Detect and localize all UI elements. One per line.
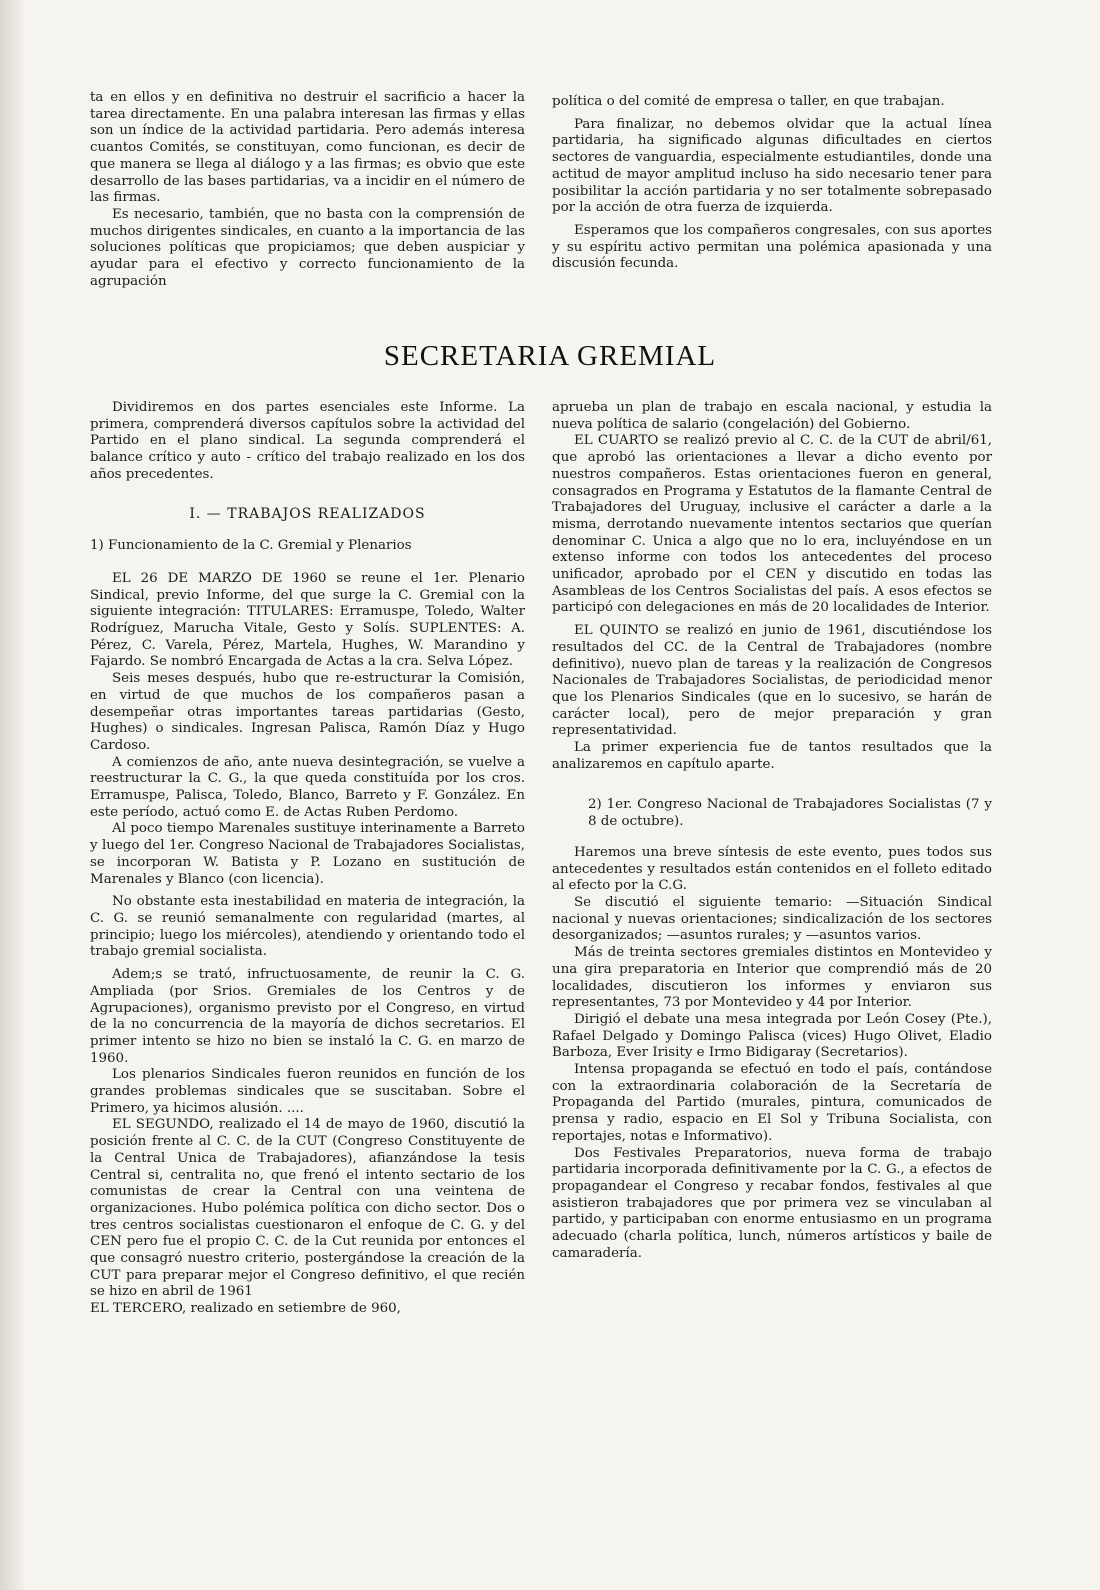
paragraph: EL TERCERO, realizado en setiembre de 960,: [90, 1301, 401, 1317]
paragraph: A comienzos de año, ante nueva desintegración, se vuelve a reestructurar la C. G., la que queda constituída por los cros. Erramuspe, Palisca, Toledo, Blanco, Barreto y F. González. En este período, actuó como E. de Actas Ruben Perdomo.: [90, 754, 525, 820]
top-right-column: [552, 94, 992, 273]
paragraph: Para finalizar, no debemos olvidar que la actual línea partidaria, ha significado algunas dificultades en ciertos sectores de vanguardia, especialmente estudiantiles, donde una actitud de mayor amplitud incluso ha sido necesario tener para posibilitar la acción partidaria y no ser totalmente sobrepasado por la acción de otra fuerza de izquierda.: [552, 116, 992, 216]
paragraph: Más de treinta sectores gremiales distintos en Montevideo y una gira preparatoria en Interior que comprendió más de 20 localidades, discutieron los informes y enviaron sus representantes, 73 por Montevideo y 44 por Interior.: [552, 945, 992, 1011]
paragraph: Dos Festivales Preparatorios, nueva forma de trabajo partidaria incorporada definitivamente por la C. G., a efectos de propagandear el Congreso y recabar fondos, festivales al que asistieron trabajadores que por primera vez se vinculaban al partido, y participaban con enorme entusiasmo en un programa adecuado (charla política, lunch, números artísticos y baile de camaradería.: [552, 1145, 992, 1261]
right-column: [552, 400, 992, 1262]
paragraph: EL CUARTO se realizó previo al C. C. de la CUT de abril/61, que aprobó las orientaciones a llevar a dicho evento por nuestros compañeros. Estas orientaciones fueron en general, consagrados en Programa y Estatutos de la flamante Central de Trabajadores del Uruguay, inclusive el carácter a darle a la misma, derrotando nuevamente intentos sectarios que querían denominar C. Unica a algo que no lo era, incluyéndose en un extenso informe con todos los antecedentes del proceso unificador, aprobado por el CEN y discutido en todas las Asambleas de los Centros Socialistas del país. A esos efectos se participó con delegaciones en más de 20 localidades de Interior.: [552, 433, 992, 616]
left-column: [90, 400, 525, 1318]
subheading: 1) Funcionamiento de la C. Gremial y Plenarios: [90, 538, 412, 554]
paragraph: Esperamos que los compañeros congresales, con sus aportes y su espíritu activo permitan una polémica apasionada y una discusión fecunda.: [552, 222, 992, 272]
intro-paragraph: Dividiremos en dos partes esenciales este Informe. La primera, comprenderá diversos capítulos sobre la actividad del Partido en el plano sindical. La segunda comprenderá el balance crítico y auto - crítico del trabajo realizado en los dos años precedentes.: [90, 400, 525, 482]
paragraph: Es necesario, también, que no basta con la comprensión de muchos dirigentes sindicales, en cuanto a la importancia de las soluciones políticas que propiciamos; que deben auspiciar y ayudar para el efectivo y correcto funcionamiento de la agrupación: [90, 206, 525, 289]
paragraph: ta en ellos y en definitiva no destruir el sacrificio a hacer la tarea directamente. En una palabra interesan las firmas y ellas son un índice de la actividad partidaria. Pero además interesa cuantos Comités, se constituyan, como funcionan, es decir de que manera se llega al diálogo y a las firmas; es obvio que este desarrollo de las bases partidarias, va a incidir en el número de las firmas.: [90, 90, 525, 206]
paragraph: Adem;s se trató, infructuosamente, de reunir la C. G. Ampliada (por Srios. Gremiales de los Centros y de Agrupaciones), organismo previsto por el Congreso, en virtud de la no concurrencia de la mayoría de dichos secretarios. El primer intento se hizo no bien se instaló la C. G. en marzo de 1960.: [90, 967, 525, 1066]
paragraph: EL QUINTO se realizó en junio de 1961, discutiéndose los resultados del CC. de la Central de Trabajadores (nombre definitivo), nuevo plan de tareas y la realización de Congresos Nacionales de Trabajadores Socialistas, de periodicidad menor que los Plenarios Sindicales (que en lo sucesivo, se harán de carácter local), pero de mejor preparación y gran representatividad.: [552, 623, 992, 739]
page-edge-shadow: [0, 0, 24, 1590]
paragraph: Dirigió el debate una mesa integrada por León Cosey (Pte.), Rafael Delgado y Domingo Palisca (vices) Hugo Olivet, Eladio Barboza, Ever Irisity e Irmo Bidigaray (Secretarios).: [552, 1011, 992, 1061]
paragraph: La primer experiencia fue de tantos resultados que la analizaremos en capítulo aparte.: [552, 740, 992, 772]
paragraph: Haremos una breve síntesis de este evento, pues todos sus antecedentes y resultados están contenidos en el folleto editado al efecto por la C.G.: [552, 844, 992, 894]
paragraph: EL SEGUNDO, realizado el 14 de mayo de 1960, discutió la posición frente al C. C. de la CUT (Congreso Constituyente de la Central Unica de Trabajadores), afianzándose la tesis Central si, centralita no, que frenó el intento sectario de los comunistas de crear la Central con una veintena de organizaciones. Hubo polémica política con dicho sector. Dos o tres centros socialistas cuestionaron el enfoque de C. G. y del CEN pero fue el propio C. C. de la Cut reunida por entonces el que consagró nuestro criterio, postergándose la creación de la CUT para preparar mejor el Congreso definitivo, el que recién se hizo en abril de 1961: [90, 1117, 525, 1300]
paragraph: Intensa propaganda se efectuó en todo el país, contándose con la extraordinaria colaboración de la Secretaría de Propaganda del Partido (murales, pintura, comunicados de prensa y radio, espacio en El Sol y Tribuna Socialista, con reportajes, notas e Informativo).: [552, 1062, 992, 1144]
section-heading: I. — TRABAJOS REALIZADOS: [189, 505, 426, 522]
paragraph: Seis meses después, hubo que re-estructurar la Comisión, en virtud de que muchos de los compañeros pasan a desempeñar otras importantes tareas partidarias (Gesto, Hughes) o sindicales. Ingresan Palisca, Ramón Díaz y Hugo Cardoso.: [90, 671, 525, 753]
paragraph: Los plenarios Sindicales fueron reunidos en función de los grandes problemas sindicales que se suscitaban. Sobre el Primero, ya hicimos alusión. ....: [90, 1067, 525, 1116]
paragraph: No obstante esta inestabilidad en materia de integración, la C. G. se reunió semanalmente con regularidad (martes, al principio; luego los miércoles), atendiendo y orientando todo el trabajo gremial socialista.: [90, 894, 525, 960]
paragraph: Al poco tiempo Marenales sustituye interinamente a Barreto y luego del 1er. Congreso Nacional de Trabajadores Socialistas, se incorporan W. Batista y P. Lozano en sustitución de Marenales y Blanco (con licencia).: [90, 821, 525, 887]
section-title: SECRETARIA GREMIAL: [383, 340, 717, 372]
paragraph: política o del comité de empresa o taller, en que trabajan.: [552, 94, 945, 109]
paragraph: EL 26 DE MARZO DE 1960 se reune el 1er. Plenario Sindical, previo Informe, del que surge la C. Gremial con la siguiente integración: TITULARES: Erramuspe, Toledo, Walter Rodríguez, Marucha Vitale, Gesto y Solís. SUPLENTES: A. Pérez, C. Varela, Pérez, Martela, Hughes, W. Marandino y Fajardo. Se nombró Encargada de Actas a la cra. Selva López.: [90, 570, 525, 670]
top-left-column: [90, 90, 525, 290]
paragraph: aprueba un plan de trabajo en escala nacional, y estudia la nueva política de salario (congelación) del Gobierno.: [552, 400, 992, 432]
paragraph: Se discutió el siguiente temario: —Situación Sindical nacional y nuevas orientaciones; sindicalización de los sectores desorganizados; —asuntos rurales; y —asuntos varios.: [552, 894, 992, 944]
numbered-subheading: 2) 1er. Congreso Nacional de Trabajadores Socialistas (7 y 8 de octubre).: [588, 797, 992, 830]
